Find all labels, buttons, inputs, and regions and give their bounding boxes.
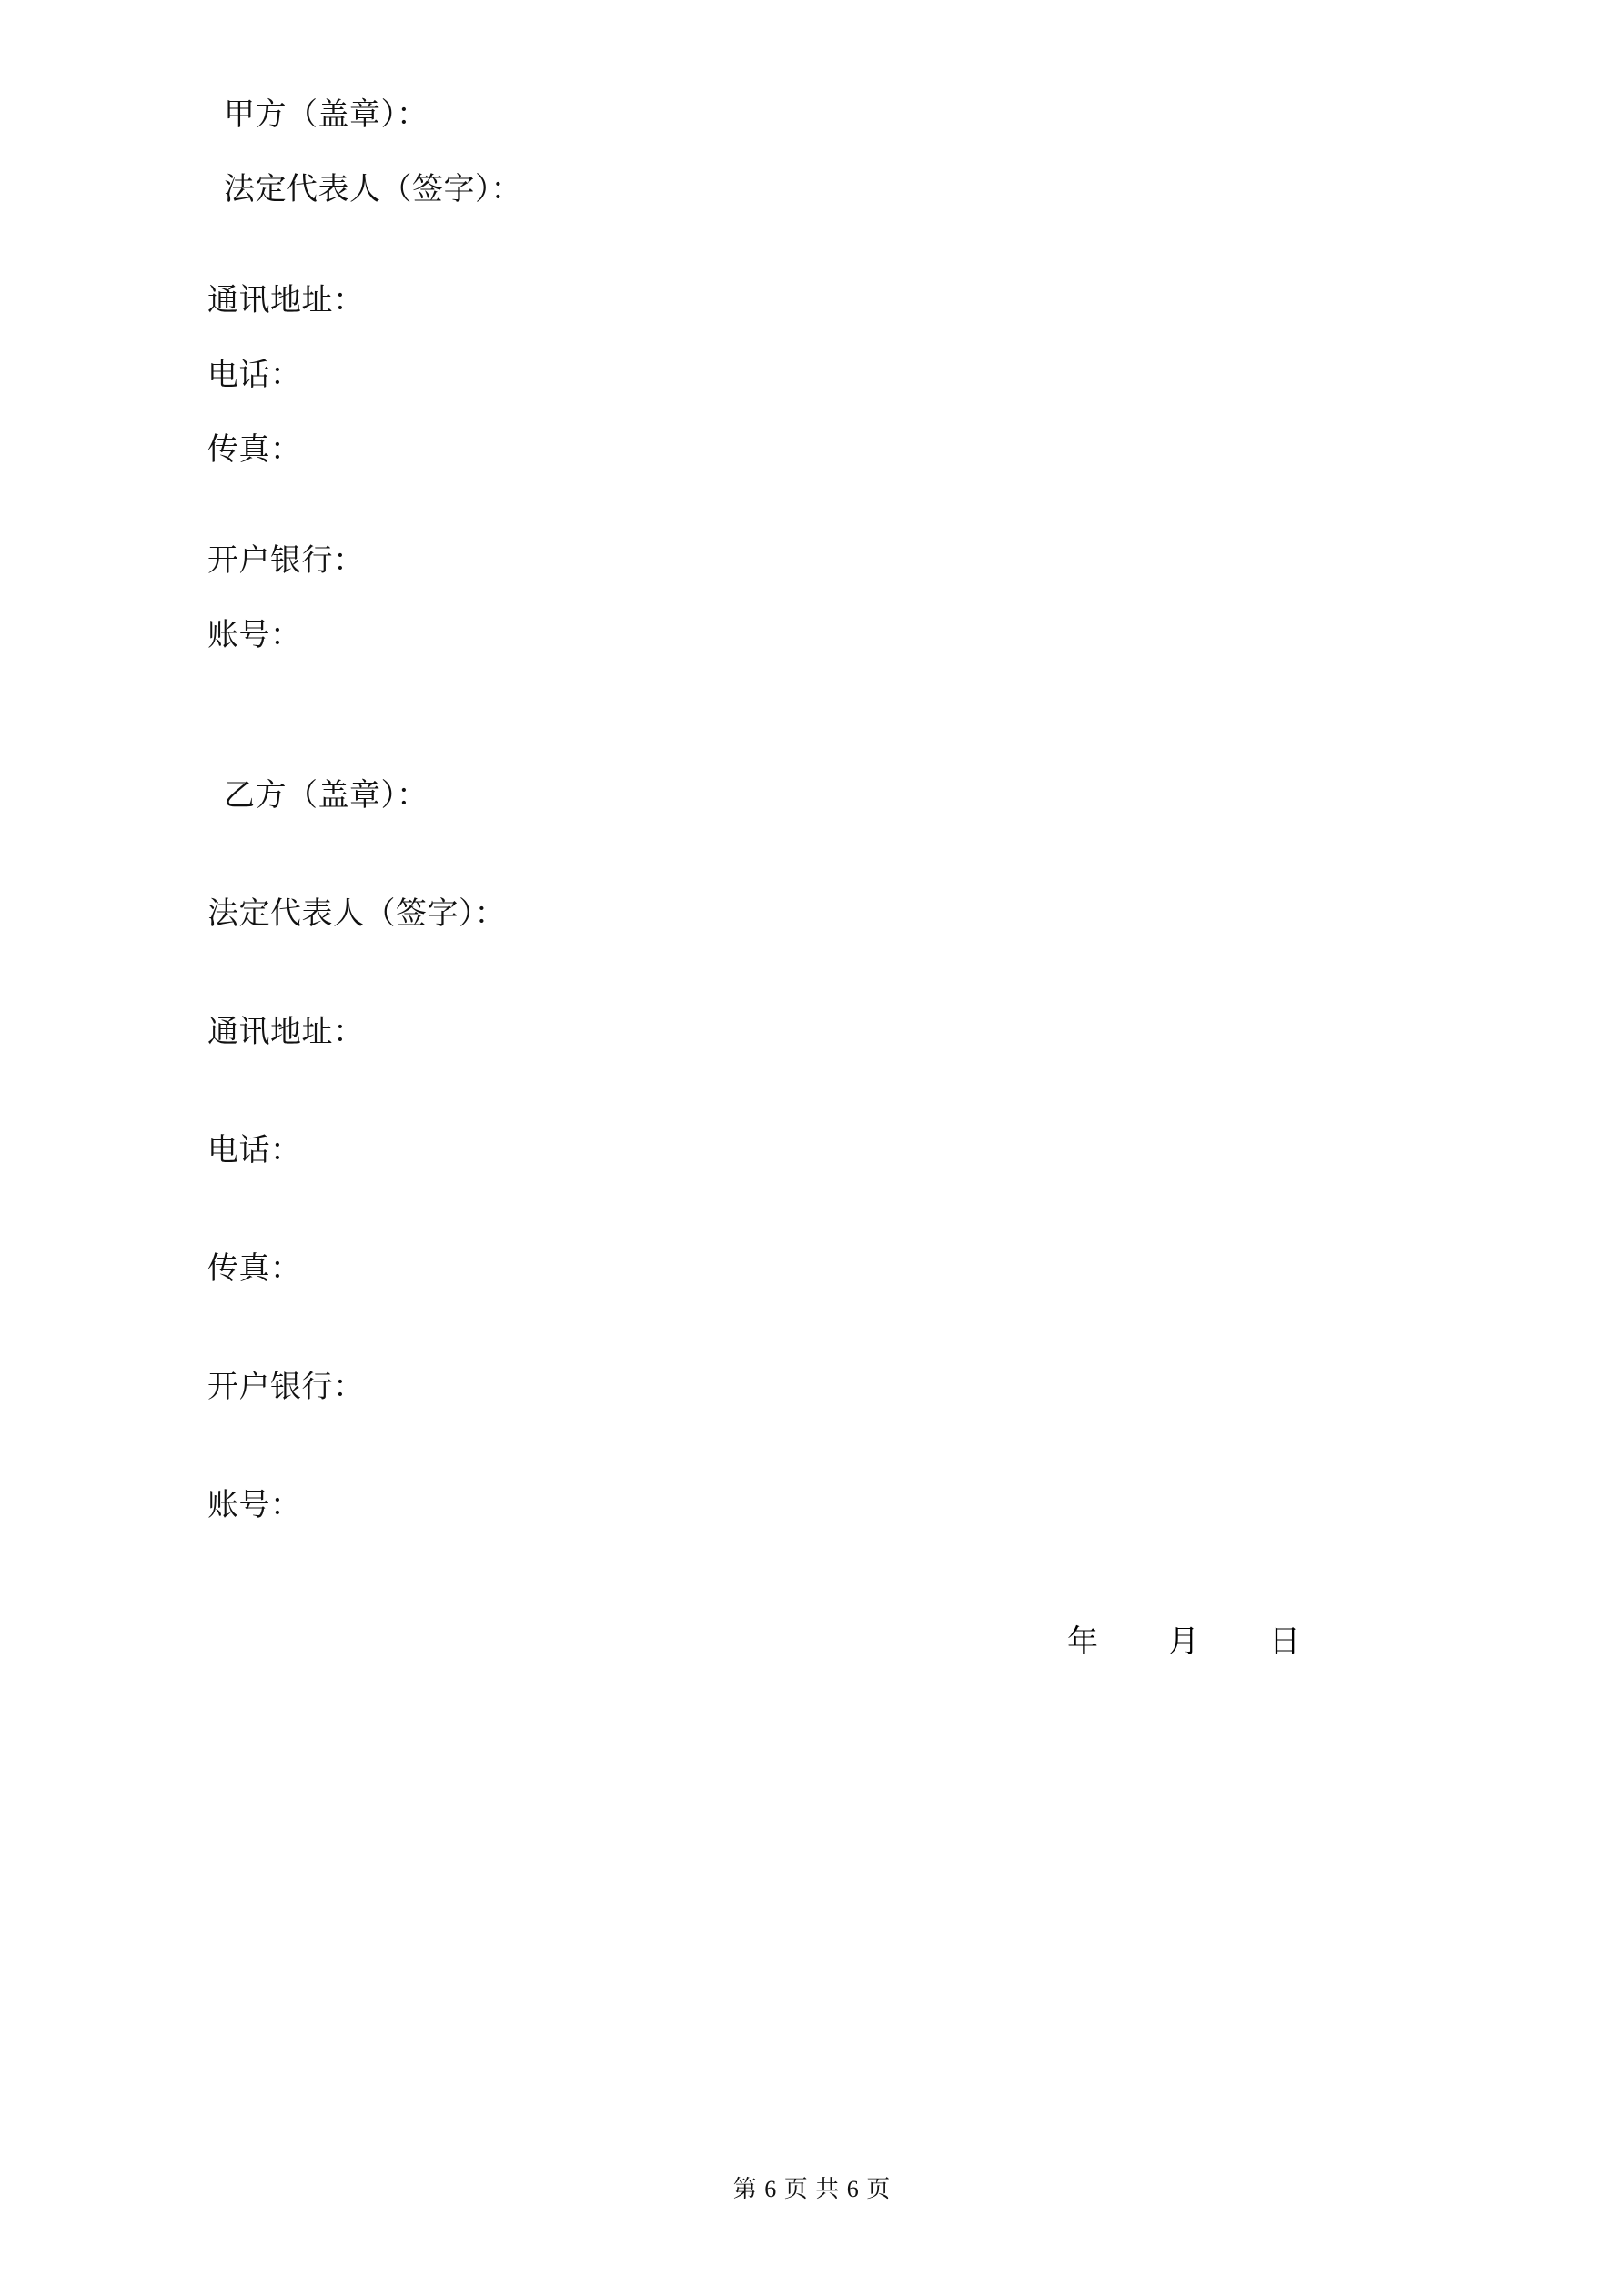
signature-date-line: 年 月 日 bbox=[1067, 1625, 1301, 1659]
party-b-fax-label: 传真： bbox=[207, 1252, 302, 1286]
party-a-address-label: 通讯地址： bbox=[207, 284, 365, 318]
party-a-bank-label: 开户银行： bbox=[207, 544, 365, 578]
document-body bbox=[207, 0, 1463, 1661]
party-a-fax-label: 传真： bbox=[207, 433, 302, 467]
page-footer: 第 6 页 共 6 页 bbox=[732, 2176, 892, 2202]
party-b-seal-label: 乙方（盖章）： bbox=[224, 779, 429, 813]
party-b-address-label: 通讯地址： bbox=[207, 1016, 365, 1049]
party-a-legal-rep-label: 法定代表人（签字）： bbox=[224, 173, 522, 207]
party-b-account-label: 账号： bbox=[207, 1489, 302, 1522]
party-b-legal-rep-label: 法定代表人（签字）： bbox=[207, 897, 506, 931]
party-a-seal-label: 甲方（盖章）： bbox=[224, 98, 429, 132]
party-b-phone-label: 电话： bbox=[207, 1134, 302, 1168]
party-b-bank-label: 开户银行： bbox=[207, 1371, 365, 1404]
party-a-account-label: 账号： bbox=[207, 619, 302, 652]
party-a-phone-label: 电话： bbox=[207, 359, 302, 392]
